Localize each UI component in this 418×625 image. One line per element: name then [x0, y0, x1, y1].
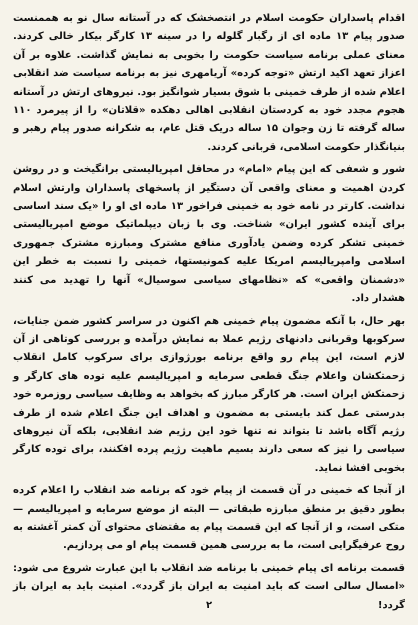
page-number: ۲ [205, 600, 213, 611]
paragraph: از آنجا که خمینی در آن قسمت از پیام خود که برنامه ضد انقلاب را اعلام کرده بطور دقیق بر منطق مبارزه طبقاتی — البته از موضع سرمایه و امپریالیسم — متکی است، و از آنجا که این قسمت پیام به مقتضای محتوای آن کمتر آغشته به روح عرفیگرایی است، ما به بررسی همین قسمت پیام او می پردازیم. [13, 485, 405, 552]
document-body [13, 10, 405, 615]
paragraph: اقدام پاسداران حکومت اسلام در انتصخشک که در آستانه سال نو به هممنست صدور پیام ۱۳ ماده ای از رگبار گلوله را در سینه ۱۳ کارگر بیکار خالی کردند. معنای عملی برنامه سیاست حکومت را بخوبی به نمایش گذاشت. علاوه بر آن اعزاز تعهد اکید ارتش «توجه کرده» آریامهری نیز به برنامه سیاست ضد انقلابی اعلام شده از طرف خمینی با شوق بسیار شوانگیز بود. نیروهای ارتش در آستانه هجوم مجدد خود به کردستان انقلابی اهالی دهکده «قلاتان» را از پیرمرد ۱۱۰ ساله گرفته تا زن وجوان ۱۵ ساله دریک قتل عام، به شکرانه صدور پیام رهبر و بنیانگذار حکومت اسلامی، قربانی کردند. [13, 13, 406, 153]
paragraph: قسمت برنامه ای پیام خمینی با برنامه ضد انقلاب با این عبارت شروع می شود: «امسال سالی است که باید امنیت به ایران باز گردد». امنیت باید به ایران باز گردد! [13, 562, 405, 611]
paragraph: شور و شعفی که این پیام «امام» در محافل امپریالیستی برانگیخت و در روشن کردن اهمیت و معنای واقعی آن دستگیر از پاسخهای پاسداران وارتش اسلام نداشت. کارتر در نامه خود به خمینی فراخور ۱۳ ماده ای او را «یک سند اساسی برای آینده کشور ایران» شناخت. وی با زبان دیپلماتیک موضع امپریالیستی خمینی تشکر کرده وضمن یادآوری منافع مشترک ومبارزه مشترک جمهوری اسلامی وامپریالیسم امریکا علیه کمونیستها، خمینی را نسبت به خطر این «دشمنان واقعی» که «نظامهای سیاسی سوسیال» آنها را تهدید می کنند هشدار داد. [13, 164, 405, 305]
paragraph: بهر حال، با آنکه مضمون پیام خمینی هم اکنون در سراسر کشور ضمن جنایات، سرکوبها وقربانی دادنهای رژیم عملا به نمایش درآمده و بررسی کوتاهی از آن لازم است، این پیام رو واقع برنامه بورژوازی برای سرکوب کامل انقلاب زحمتکشان واعلام جنگ قطعی سرمایه و امپریالیسم علیه توده های کارگر و زحمتکش ایران است. هر کارگر مبارز که بخواهد به وظایف سیاسی روزمره خود بدرستی عمل کند بایستی به مضمون و اهداف این جنگ اعلام شده از طرف رژیم آگاه باشد تا بتواند نه تنها خود این رژیم ضد انقلابی، بلکه آن نیروهای سیاسی را نیز که سعی دارند بسیم ماهیت رژیم پرده افکنند، برای توده کارگر بخوبی افشا نماید. [13, 315, 405, 474]
